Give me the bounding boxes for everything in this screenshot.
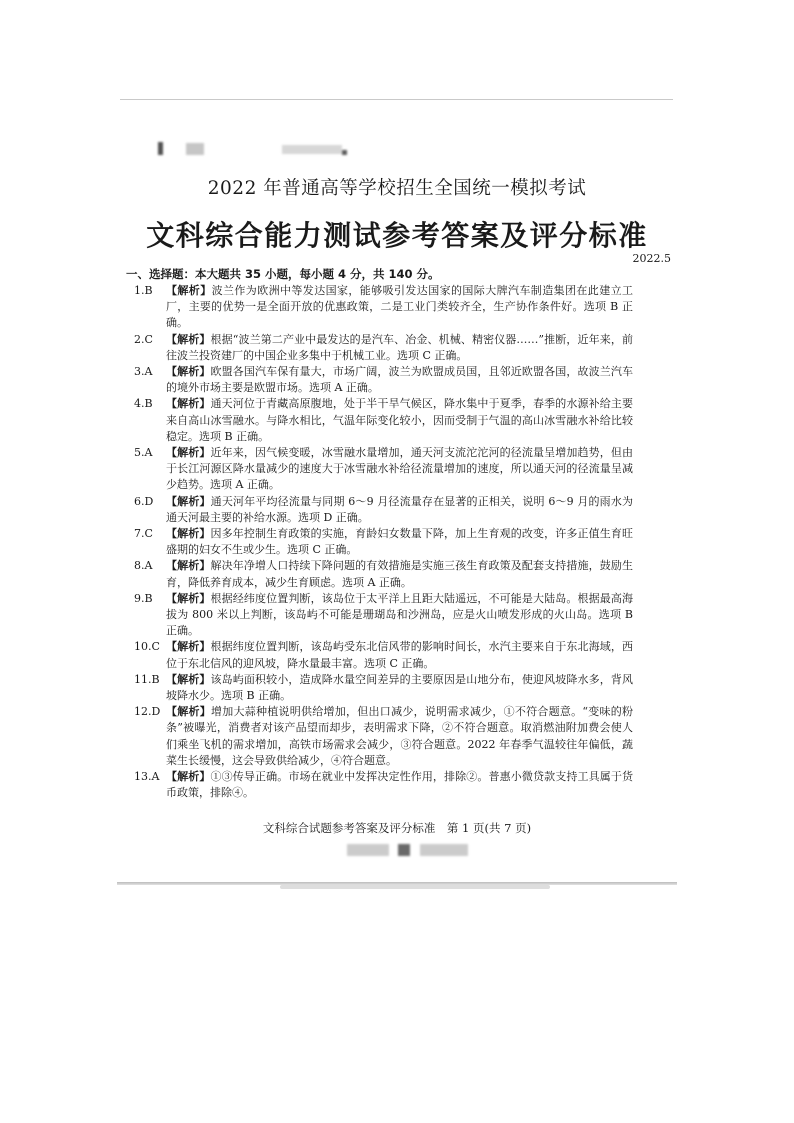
- answer-item: [134, 445, 634, 494]
- analysis-tag: 【解析】: [166, 705, 212, 719]
- question-label: 10.C: [134, 640, 160, 654]
- question-label: 9.B: [134, 591, 153, 605]
- redaction-block: [347, 844, 389, 856]
- answer-item: [134, 396, 634, 445]
- answer-item: [134, 283, 634, 332]
- answer-text: 因多年控制生育政策的实施，育龄妇女数量下降，加上生育观的改变，许多正值生育旺盛期的妇女不生或少生。选项 C 正确。: [166, 527, 634, 557]
- page-footer: 文科综合试题参考答案及评分标准 第 1 页(共 7 页): [262, 821, 532, 835]
- analysis-tag: 【解析】: [166, 365, 211, 379]
- answer-text: 欧盟各国汽车保有量大，市场广阔，波兰为欧盟成员国，且邻近欧盟各国，故波兰汽车的境外市场主要是欧盟市场。选项 A 正确。: [166, 365, 634, 395]
- redaction-block: [398, 844, 410, 856]
- answer-text: 增加大蒜种植说明供给增加，但出口减少，说明需求减少，①不符合题意。“变味的粉条”被曝光，消费者对该产品望而却步，表明需求下降，②不符合题意。取消燃油附加费会使人们乘坐飞机的需求增加，高铁市场需求会减少，③符合题意。2022 年春季气温较往年偏低，蔬菜生长缓慢，这会导致供给减少，④符合题意。: [166, 705, 633, 767]
- analysis-tag: 【解析】: [166, 397, 211, 411]
- answer-list: [134, 283, 634, 802]
- analysis-tag: 【解析】: [166, 770, 211, 784]
- exam-title: 2022 年普通高等学校招生全国统一模拟考试: [207, 178, 587, 199]
- answer-item: [134, 591, 634, 640]
- answer-text: 波兰作为欧洲中等发达国家，能够吸引发达国家的国际大牌汽车制造集团在此建立工厂，主要的优势一是全面开放的优惠政策，二是工业门类较齐全，生产协作条件好。选项 B 正确。: [166, 284, 634, 330]
- date-label: 2022.5: [632, 252, 671, 265]
- answer-item: [134, 526, 634, 558]
- question-label: 12.D: [134, 705, 161, 719]
- redaction-block: [342, 150, 347, 155]
- question-label: 2.C: [134, 332, 153, 346]
- answer-text: 近年来，因气候变暖，冰雪融水量增加，通天河支流沱沱河的径流量呈增加趋势，但由于长江河源区降水量减少的速度大于冰雪融水补给径流量增加的速度，所以通天河的径流量呈减少趋势。选项 A 正确。: [166, 446, 634, 492]
- answer-text: 解决年净增人口持续下降问题的有效措施是实施三孩生育政策及配套支持措施，鼓励生育，降低养育成本，减少生育顾虑。选项 A 正确。: [166, 559, 634, 589]
- question-label: 1.B: [134, 284, 153, 297]
- section-heading: 一、选择题：本大题共 35 小题，每小题 4 分，共 140 分。: [126, 267, 440, 281]
- analysis-tag: 【解析】: [166, 559, 211, 573]
- question-label: 13.A: [134, 770, 160, 784]
- answer-text: 通天河年平均径流量与同期 6～9 月径流量存在显著的正相关，说明 6～9 月的雨水为通天河最主要的补给水源。选项 D 正确。: [166, 494, 633, 524]
- redaction-block: [186, 143, 204, 155]
- question-label: 3.A: [134, 365, 153, 379]
- page-title: 文科综合能力测试参考答案及评分标准: [146, 219, 648, 252]
- answer-item: [134, 364, 634, 396]
- question-label: 11.B: [134, 672, 160, 686]
- answer-text: 该岛屿面积较小，造成降水量空间差异的主要原因是山地分布，使迎风坡降水多，背风坡降水少。选项 B 正确。: [166, 672, 634, 703]
- analysis-tag: 【解析】: [166, 494, 211, 508]
- analysis-tag: 【解析】: [166, 332, 211, 346]
- answer-item: [134, 639, 634, 671]
- answer-text: ①③传导正确。市场在就业中发挥决定性作用，排除②。普惠小微贷款支持工具属于货币政策，排除④。: [166, 770, 634, 800]
- answer-item: [134, 672, 634, 704]
- analysis-tag: 【解析】: [166, 640, 211, 654]
- answer-item: [134, 494, 633, 526]
- analysis-tag: 【解析】: [166, 672, 211, 686]
- analysis-tag: 【解析】: [166, 591, 211, 605]
- answer-item: [134, 332, 634, 364]
- answer-text: 根据纬度位置判断，该岛屿受东北信风带的影响时间长，水汽主要来自于东北海域，西位于东北信风的迎风坡，降水量最丰富。选项 C 正确。: [166, 640, 634, 670]
- bottom-divider-shadow: [280, 885, 550, 889]
- answer-item: [134, 558, 634, 590]
- redaction-block: [282, 145, 342, 154]
- answer-text: 根据“波兰第二产业中最发达的是汽车、冶金、机械、精密仪器……”推断，近年来，前往波兰投资建厂的中国企业多集中于机械工业。选项 C 正确。: [166, 332, 634, 362]
- answer-text: 通天河位于青藏高原腹地，处于半干旱气候区，降水集中于夏季，春季的水源补给主要来自高山冰雪融水。与降水相比，气温年际变化较小，因而受制于气温的高山冰雪融水补给比较稳定。选项 B 正确。: [166, 397, 634, 443]
- answer-item: [134, 769, 634, 801]
- question-label: 5.A: [134, 446, 153, 460]
- question-label: 4.B: [134, 397, 153, 411]
- question-label: 8.A: [134, 559, 153, 573]
- analysis-tag: 【解析】: [166, 527, 211, 541]
- redaction-block: [158, 142, 163, 155]
- answer-text: 根据经纬度位置判断，该岛位于太平洋上且距大陆遥远，不可能是大陆岛。根据最高海拔为 800 米以上判断，该岛屿不可能是珊瑚岛和沙洲岛，应是火山喷发形成的火山岛。选项 B 正确。: [166, 591, 634, 638]
- redaction-block: [420, 844, 468, 856]
- analysis-tag: 【解析】: [166, 284, 212, 297]
- question-label: 7.C: [134, 527, 153, 541]
- analysis-tag: 【解析】: [166, 446, 211, 460]
- question-label: 6.D: [134, 494, 154, 508]
- top-divider: [120, 99, 673, 100]
- redacted-header-mark: [158, 142, 348, 156]
- answer-item: [134, 704, 633, 769]
